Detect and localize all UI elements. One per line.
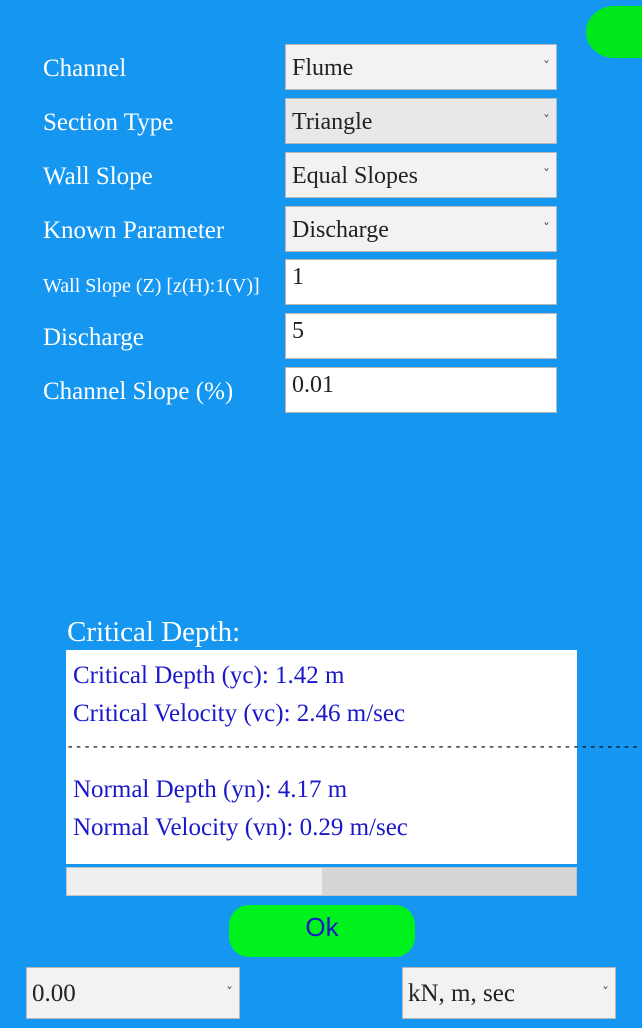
known-parameter-label: Known Parameter xyxy=(43,217,225,244)
progress-fill xyxy=(67,868,322,895)
decimal-places-select[interactable] xyxy=(26,967,240,1019)
channel-select-value: Flume xyxy=(292,55,354,81)
progress-bar xyxy=(66,867,577,896)
section-type-select[interactable] xyxy=(285,98,557,144)
chevron-down-icon: ˇ xyxy=(543,114,550,130)
results-divider: -------------------------------------------------------------------- xyxy=(66,739,640,755)
units-select[interactable] xyxy=(402,967,616,1019)
channel-label: Channel xyxy=(43,55,127,82)
channel-slope-input[interactable]: 0.01 xyxy=(285,367,557,413)
known-parameter-select-value: Discharge xyxy=(292,217,389,243)
wall-slope-select[interactable] xyxy=(285,152,557,198)
wall-slope-z-label: Wall Slope (Z) [z(H):1(V)] xyxy=(43,275,260,297)
discharge-label: Discharge xyxy=(43,324,144,351)
channel-select[interactable] xyxy=(285,44,557,90)
normal-depth-result: Normal Depth (yn): 4.17 m xyxy=(73,776,348,803)
wall-slope-z-input[interactable]: 1 xyxy=(285,259,557,305)
chevron-down-icon: ˇ xyxy=(543,222,550,238)
wall-slope-select-value: Equal Slopes xyxy=(292,163,418,189)
discharge-input[interactable]: 5 xyxy=(285,313,557,359)
results-title: Critical Depth: xyxy=(67,616,241,648)
units-select-value: kN, m, sec xyxy=(408,980,515,1007)
decimal-places-value: 0.00 xyxy=(32,980,76,1007)
chevron-down-icon: ˇ xyxy=(543,168,550,184)
wall-slope-label: Wall Slope xyxy=(43,163,153,190)
chevron-down-icon: ˇ xyxy=(602,986,609,1002)
known-parameter-select[interactable] xyxy=(285,206,557,252)
chevron-down-icon: ˇ xyxy=(543,60,550,76)
normal-velocity-result: Normal Velocity (vn): 0.29 m/sec xyxy=(73,814,408,841)
critical-depth-result: Critical Depth (yc): 1.42 m xyxy=(73,662,345,689)
chevron-down-icon: ˇ xyxy=(226,986,233,1002)
results-panel xyxy=(66,650,640,864)
channel-slope-label: Channel Slope (%) xyxy=(43,378,234,405)
ok-button[interactable]: Ok xyxy=(229,905,415,957)
back-button[interactable] xyxy=(586,6,642,58)
section-type-select-value: Triangle xyxy=(292,109,373,135)
section-type-label: Section Type xyxy=(43,109,174,136)
critical-velocity-result: Critical Velocity (vc): 2.46 m/sec xyxy=(73,700,406,727)
